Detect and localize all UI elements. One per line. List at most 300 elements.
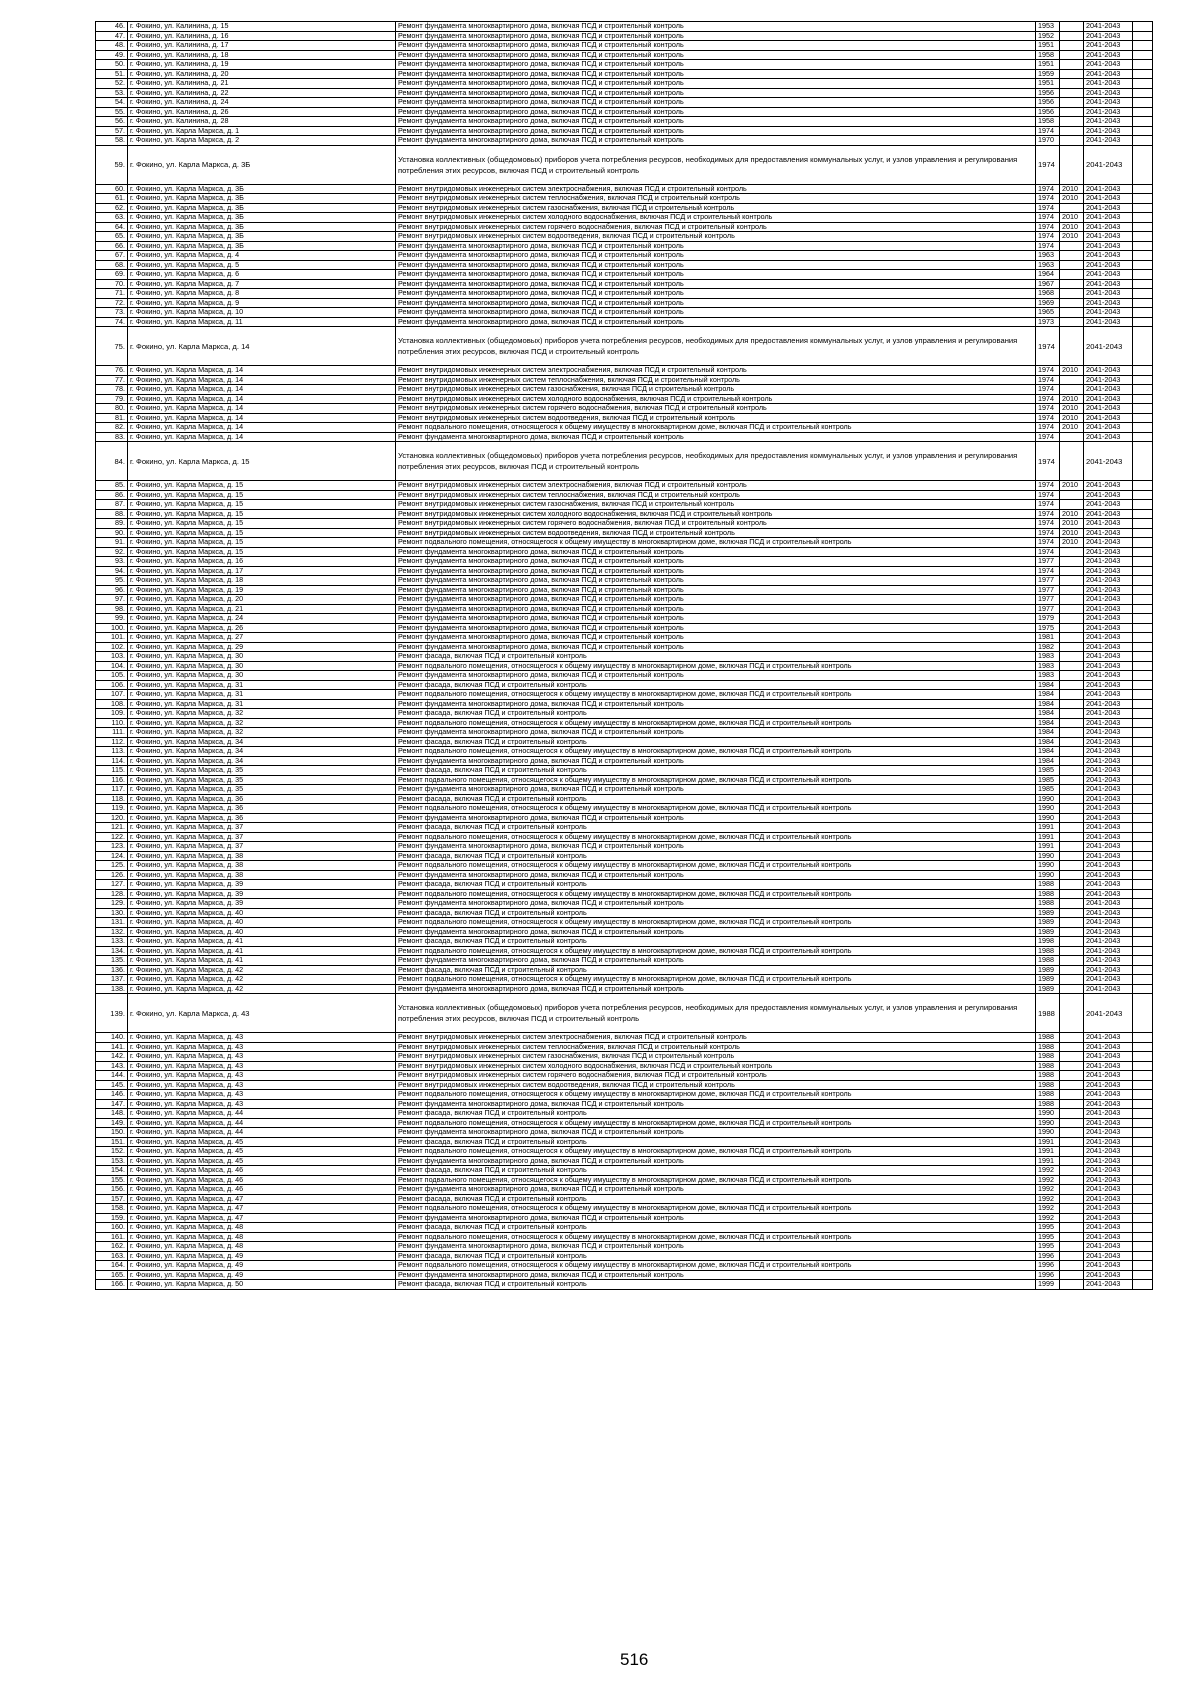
address-cell: г. Фокино, ул. Калинина, д. 16 [128,31,396,41]
row-number: 108. [96,699,128,709]
row-number: 52. [96,79,128,89]
row-number: 112. [96,737,128,747]
last-repair-year-cell [1060,889,1084,899]
address-cell: г. Фокино, ул. Карла Маркса, д. 40 [128,908,396,918]
last-repair-year-cell [1060,633,1084,643]
work-description-cell: Ремонт подвального помещения, относящегося к общему имуществу в многоквартирном доме, включая ПСД и строительный контроль [396,1261,1036,1271]
planned-period-cell: 2041-2043 [1084,1166,1133,1176]
row-number: 161. [96,1232,128,1242]
row-number: 49. [96,50,128,60]
work-description-cell: Ремонт фундамента многоквартирного дома, включая ПСД и строительный контроль [396,126,1036,136]
address-cell: г. Фокино, ул. Карла Маркса, д. 42 [128,975,396,985]
last-repair-year-cell [1060,946,1084,956]
planned-period-cell: 2041-2043 [1084,1147,1133,1157]
address-cell: г. Фокино, ул. Карла Маркса, д. 4 [128,251,396,261]
last-repair-year-cell [1060,595,1084,605]
table-row [96,880,1153,890]
planned-period-cell: 2041-2043 [1084,413,1133,423]
planned-period-cell: 2041-2043 [1084,728,1133,738]
build-year-cell: 1958 [1036,117,1060,127]
table-row [96,728,1153,738]
planned-period-cell: 2041-2043 [1084,1071,1133,1081]
address-cell: г. Фокино, ул. Карла Маркса, д. 40 [128,918,396,928]
build-year-cell: 1990 [1036,861,1060,871]
work-description-cell: Ремонт фундамента многоквартирного дома, включая ПСД и строительный контроль [396,642,1036,652]
table-row [96,975,1153,985]
table-row [96,22,1153,32]
work-description-cell: Установка коллективных (общедомовых) приборов учета потребления ресурсов, необходимых для предоставления коммунальных услуг, и узлов управления и регулирования потребления этих ресурсов, включая ПСД и строительный контроль [396,442,1036,481]
empty-cell [1133,194,1153,204]
planned-period-cell: 2041-2043 [1084,366,1133,376]
table-row [96,766,1153,776]
empty-cell [1133,375,1153,385]
planned-period-cell: 2041-2043 [1084,652,1133,662]
address-cell: г. Фокино, ул. Карла Маркса, д. 15 [128,528,396,538]
empty-cell [1133,937,1153,947]
row-number: 110. [96,718,128,728]
table-row [96,98,1153,108]
last-repair-year-cell [1060,107,1084,117]
table-row [96,927,1153,937]
empty-cell [1133,927,1153,937]
work-description-cell: Ремонт фундамента многоквартирного дома, включая ПСД и строительный контроль [396,1156,1036,1166]
last-repair-year-cell [1060,490,1084,500]
last-repair-year-cell [1060,1175,1084,1185]
table-row [96,1223,1153,1233]
table-row [96,547,1153,557]
work-description-cell: Ремонт фундамента многоквартирного дома, включая ПСД и строительный контроль [396,956,1036,966]
empty-cell [1133,366,1153,376]
address-cell: г. Фокино, ул. Калинина, д. 19 [128,60,396,70]
table-row [96,423,1153,433]
work-description-cell: Ремонт фундамента многоквартирного дома, включая ПСД и строительный контроль [396,604,1036,614]
last-repair-year-cell: 2010 [1060,413,1084,423]
address-cell: г. Фокино, ул. Карла Маркса, д. 36 [128,804,396,814]
address-cell: г. Фокино, ул. Калинина, д. 20 [128,69,396,79]
empty-cell [1133,69,1153,79]
row-number: 91. [96,538,128,548]
work-description-cell: Ремонт фасада, включая ПСД и строительный контроль [396,908,1036,918]
address-cell: г. Фокино, ул. Карла Маркса, д. 50 [128,1280,396,1290]
planned-period-cell: 2041-2043 [1084,880,1133,890]
planned-period-cell: 2041-2043 [1084,203,1133,213]
planned-period-cell: 2041-2043 [1084,107,1133,117]
table-row [96,308,1153,318]
last-repair-year-cell: 2010 [1060,394,1084,404]
table-row [96,432,1153,442]
table-row [96,1280,1153,1290]
table-row [96,366,1153,376]
build-year-cell: 1988 [1036,889,1060,899]
work-description-cell: Ремонт фундамента многоквартирного дома, включая ПСД и строительный контроль [396,566,1036,576]
work-description-cell: Ремонт внутридомовых инженерных систем водоотведения, включая ПСД и строительный контроль [396,413,1036,423]
empty-cell [1133,709,1153,719]
work-description-cell: Ремонт фасада, включая ПСД и строительный контроль [396,1251,1036,1261]
empty-cell [1133,413,1153,423]
last-repair-year-cell [1060,975,1084,985]
address-cell: г. Фокино, ул. Карла Маркса, д. 48 [128,1232,396,1242]
build-year-cell: 1981 [1036,633,1060,643]
empty-cell [1133,747,1153,757]
work-description-cell: Ремонт фасада, включая ПСД и строительный контроль [396,794,1036,804]
empty-cell [1133,946,1153,956]
planned-period-cell: 2041-2043 [1084,251,1133,261]
empty-cell [1133,88,1153,98]
work-description-cell: Ремонт фундамента многоквартирного дома, включая ПСД и строительный контроль [396,1128,1036,1138]
planned-period-cell: 2041-2043 [1084,1090,1133,1100]
last-repair-year-cell [1060,1147,1084,1157]
last-repair-year-cell: 2010 [1060,232,1084,242]
planned-period-cell: 2041-2043 [1084,946,1133,956]
build-year-cell: 1974 [1036,232,1060,242]
table-row [96,661,1153,671]
last-repair-year-cell [1060,813,1084,823]
empty-cell [1133,576,1153,586]
build-year-cell: 1984 [1036,718,1060,728]
planned-period-cell: 2041-2043 [1084,1251,1133,1261]
work-description-cell: Ремонт подвального помещения, относящегося к общему имуществу в многоквартирном доме, включая ПСД и строительный контроль [396,889,1036,899]
last-repair-year-cell [1060,1137,1084,1147]
work-description-cell: Ремонт фундамента многоквартирного дома, включая ПСД и строительный контроль [396,756,1036,766]
build-year-cell: 1974 [1036,500,1060,510]
table-row [96,404,1153,414]
table-row [96,213,1153,223]
address-cell: г. Фокино, ул. Калинина, д. 22 [128,88,396,98]
row-number: 50. [96,60,128,70]
address-cell: г. Фокино, ул. Карла Маркса, д. 16 [128,557,396,567]
address-cell: г. Фокино, ул. Карла Маркса, д. 38 [128,861,396,871]
planned-period-cell: 2041-2043 [1084,98,1133,108]
build-year-cell: 1952 [1036,31,1060,41]
work-description-cell: Ремонт подвального помещения, относящегося к общему имуществу в многоквартирном доме, включая ПСД и строительный контроль [396,804,1036,814]
last-repair-year-cell: 2010 [1060,509,1084,519]
row-number: 82. [96,423,128,433]
build-year-cell: 1992 [1036,1185,1060,1195]
table-row [96,298,1153,308]
work-description-cell: Ремонт фасада, включая ПСД и строительный контроль [396,937,1036,947]
planned-period-cell: 2041-2043 [1084,375,1133,385]
build-year-cell: 1974 [1036,528,1060,538]
work-description-cell: Ремонт подвального помещения, относящегося к общему имуществу в многоквартирном доме, включая ПСД и строительный контроль [396,1232,1036,1242]
build-year-cell: 1983 [1036,671,1060,681]
build-year-cell: 1958 [1036,50,1060,60]
empty-cell [1133,394,1153,404]
last-repair-year-cell [1060,680,1084,690]
planned-period-cell: 2041-2043 [1084,1156,1133,1166]
table-row [96,1080,1153,1090]
planned-period-cell: 2041-2043 [1084,566,1133,576]
address-cell: г. Фокино, ул. Карла Маркса, д. 37 [128,823,396,833]
planned-period-cell: 2041-2043 [1084,633,1133,643]
address-cell: г. Фокино, ул. Карла Маркса, д. 43 [128,1099,396,1109]
table-row [96,889,1153,899]
last-repair-year-cell [1060,241,1084,251]
row-number: 114. [96,756,128,766]
empty-cell [1133,718,1153,728]
build-year-cell: 1995 [1036,1223,1060,1233]
address-cell: г. Фокино, ул. Карла Маркса, д. 43 [128,1090,396,1100]
table-row [96,385,1153,395]
last-repair-year-cell [1060,1099,1084,1109]
table-row [96,1033,1153,1043]
row-number: 78. [96,385,128,395]
empty-cell [1133,1080,1153,1090]
row-number: 137. [96,975,128,985]
table-row [96,557,1153,567]
address-cell: г. Фокино, ул. Карла Маркса, д. 49 [128,1261,396,1271]
empty-cell [1133,317,1153,327]
build-year-cell: 1983 [1036,652,1060,662]
empty-cell [1133,899,1153,909]
planned-period-cell: 2041-2043 [1084,661,1133,671]
work-description-cell: Ремонт внутридомовых инженерных систем горячего водоснабжения, включая ПСД и строительный контроль [396,222,1036,232]
row-number: 141. [96,1042,128,1052]
empty-cell [1133,984,1153,994]
planned-period-cell: 2041-2043 [1084,975,1133,985]
work-description-cell: Ремонт внутридомовых инженерных систем теплоснабжения, включая ПСД и строительный контроль [396,375,1036,385]
address-cell: г. Фокино, ул. Карла Маркса, д. 48 [128,1242,396,1252]
build-year-cell: 1995 [1036,1232,1060,1242]
planned-period-cell: 2041-2043 [1084,394,1133,404]
build-year-cell: 1974 [1036,509,1060,519]
table-row [96,1118,1153,1128]
table-row [96,194,1153,204]
table-row [96,50,1153,60]
row-number: 73. [96,308,128,318]
table-row [96,908,1153,918]
row-number: 72. [96,298,128,308]
address-cell: г. Фокино, ул. Карла Маркса, д. 11 [128,317,396,327]
empty-cell [1133,1128,1153,1138]
empty-cell [1133,1033,1153,1043]
row-number: 164. [96,1261,128,1271]
planned-period-cell: 2041-2043 [1084,1118,1133,1128]
row-number: 70. [96,279,128,289]
row-number: 145. [96,1080,128,1090]
address-cell: г. Фокино, ул. Карла Маркса, д. 43 [128,1033,396,1043]
table-row [96,671,1153,681]
work-description-cell: Установка коллективных (общедомовых) приборов учета потребления ресурсов, необходимых для предоставления коммунальных услуг, и узлов управления и регулирования потребления этих ресурсов, включая ПСД и строительный контроль [396,994,1036,1033]
row-number: 81. [96,413,128,423]
build-year-cell: 1974 [1036,327,1060,366]
row-number: 63. [96,213,128,223]
table-row [96,375,1153,385]
last-repair-year-cell [1060,1061,1084,1071]
work-description-cell: Ремонт внутридомовых инженерных систем газоснабжения, включая ПСД и строительный контроль [396,500,1036,510]
address-cell: г. Фокино, ул. Карла Маркса, д. 39 [128,899,396,909]
last-repair-year-cell: 2010 [1060,222,1084,232]
address-cell: г. Фокино, ул. Карла Маркса, д. 35 [128,766,396,776]
empty-cell [1133,442,1153,481]
last-repair-year-cell [1060,1204,1084,1214]
table-row [96,652,1153,662]
address-cell: г. Фокино, ул. Карла Маркса, д. 3Б [128,213,396,223]
address-cell: г. Фокино, ул. Карла Маркса, д. 14 [128,375,396,385]
address-cell: г. Фокино, ул. Карла Маркса, д. 30 [128,671,396,681]
table-row [96,842,1153,852]
planned-period-cell: 2041-2043 [1084,432,1133,442]
address-cell: г. Фокино, ул. Карла Маркса, д. 10 [128,308,396,318]
address-cell: г. Фокино, ул. Карла Маркса, д. 41 [128,956,396,966]
planned-period-cell: 2041-2043 [1084,260,1133,270]
row-number: 154. [96,1166,128,1176]
work-description-cell: Ремонт фундамента многоквартирного дома, включая ПСД и строительный контроль [396,432,1036,442]
build-year-cell: 1959 [1036,69,1060,79]
row-number: 98. [96,604,128,614]
build-year-cell: 1984 [1036,756,1060,766]
table-row [96,1128,1153,1138]
work-description-cell: Ремонт внутридомовых инженерных систем теплоснабжения, включая ПСД и строительный контроль [396,1042,1036,1052]
last-repair-year-cell [1060,566,1084,576]
empty-cell [1133,528,1153,538]
work-description-cell: Ремонт фундамента многоквартирного дома, включая ПСД и строительный контроль [396,699,1036,709]
empty-cell [1133,671,1153,681]
last-repair-year-cell [1060,880,1084,890]
last-repair-year-cell [1060,98,1084,108]
last-repair-year-cell [1060,956,1084,966]
work-description-cell: Ремонт фундамента многоквартирного дома, включая ПСД и строительный контроль [396,308,1036,318]
empty-cell [1133,308,1153,318]
address-cell: г. Фокино, ул. Карла Маркса, д. 3Б [128,145,396,184]
empty-cell [1133,785,1153,795]
build-year-cell: 1990 [1036,870,1060,880]
empty-cell [1133,241,1153,251]
row-number: 117. [96,785,128,795]
work-description-cell: Ремонт фундамента многоквартирного дома, включая ПСД и строительный контроль [396,870,1036,880]
address-cell: г. Фокино, ул. Калинина, д. 28 [128,117,396,127]
address-cell: г. Фокино, ул. Карла Маркса, д. 17 [128,566,396,576]
build-year-cell: 1974 [1036,203,1060,213]
work-description-cell: Ремонт подвального помещения, относящегося к общему имуществу в многоквартирном доме, включая ПСД и строительный контроль [396,775,1036,785]
last-repair-year-cell [1060,1128,1084,1138]
empty-cell [1133,107,1153,117]
build-year-cell: 1995 [1036,1242,1060,1252]
address-cell: г. Фокино, ул. Карла Маркса, д. 45 [128,1156,396,1166]
work-description-cell: Ремонт фундамента многоквартирного дома, включая ПСД и строительный контроль [396,984,1036,994]
build-year-cell: 1990 [1036,851,1060,861]
build-year-cell: 1988 [1036,1061,1060,1071]
build-year-cell: 1988 [1036,994,1060,1033]
address-cell: г. Фокино, ул. Карла Маркса, д. 14 [128,432,396,442]
last-repair-year-cell [1060,50,1084,60]
last-repair-year-cell [1060,576,1084,586]
build-year-cell: 1989 [1036,927,1060,937]
work-description-cell: Ремонт внутридомовых инженерных систем электроснабжения, включая ПСД и строительный контроль [396,366,1036,376]
empty-cell [1133,298,1153,308]
work-description-cell: Ремонт фасада, включая ПСД и строительный контроль [396,709,1036,719]
build-year-cell: 1975 [1036,623,1060,633]
build-year-cell: 1977 [1036,557,1060,567]
build-year-cell: 1967 [1036,279,1060,289]
empty-cell [1133,823,1153,833]
row-number: 53. [96,88,128,98]
last-repair-year-cell [1060,88,1084,98]
planned-period-cell: 2041-2043 [1084,994,1133,1033]
last-repair-year-cell [1060,22,1084,32]
row-number: 151. [96,1137,128,1147]
row-number: 47. [96,31,128,41]
empty-cell [1133,585,1153,595]
row-number: 140. [96,1033,128,1043]
build-year-cell: 1979 [1036,614,1060,624]
empty-cell [1133,956,1153,966]
empty-cell [1133,1166,1153,1176]
empty-cell [1133,79,1153,89]
last-repair-year-cell [1060,1052,1084,1062]
address-cell: г. Фокино, ул. Карла Маркса, д. 14 [128,394,396,404]
build-year-cell: 1984 [1036,709,1060,719]
row-number: 149. [96,1118,128,1128]
last-repair-year-cell [1060,1090,1084,1100]
work-description-cell: Ремонт подвального помещения, относящегося к общему имуществу в многоквартирном доме, включая ПСД и строительный контроль [396,661,1036,671]
empty-cell [1133,623,1153,633]
planned-period-cell: 2041-2043 [1084,1204,1133,1214]
table-row [96,823,1153,833]
planned-period-cell: 2041-2043 [1084,145,1133,184]
build-year-cell: 1985 [1036,775,1060,785]
address-cell: г. Фокино, ул. Карла Маркса, д. 47 [128,1213,396,1223]
table-row [96,680,1153,690]
empty-cell [1133,918,1153,928]
table-row [96,1251,1153,1261]
work-description-cell: Ремонт внутридомовых инженерных систем электроснабжения, включая ПСД и строительный контроль [396,184,1036,194]
address-cell: г. Фокино, ул. Карла Маркса, д. 15 [128,500,396,510]
row-number: 146. [96,1090,128,1100]
work-description-cell: Ремонт фасада, включая ПСД и строительный контроль [396,1280,1036,1290]
row-number: 132. [96,927,128,937]
last-repair-year-cell: 2010 [1060,423,1084,433]
last-repair-year-cell: 2010 [1060,366,1084,376]
table-row [96,126,1153,136]
address-cell: г. Фокино, ул. Карла Маркса, д. 15 [128,547,396,557]
planned-period-cell: 2041-2043 [1084,1232,1133,1242]
build-year-cell: 1991 [1036,1156,1060,1166]
work-description-cell: Ремонт внутридомовых инженерных систем холодного водоснабжения, включая ПСД и строительный контроль [396,394,1036,404]
row-number: 84. [96,442,128,481]
last-repair-year-cell [1060,842,1084,852]
planned-period-cell: 2041-2043 [1084,756,1133,766]
build-year-cell: 1977 [1036,576,1060,586]
empty-cell [1133,832,1153,842]
work-description-cell: Ремонт фасада, включая ПСД и строительный контроль [396,766,1036,776]
address-cell: г. Фокино, ул. Карла Маркса, д. 9 [128,298,396,308]
empty-cell [1133,1042,1153,1052]
address-cell: г. Фокино, ул. Карла Маркса, д. 26 [128,623,396,633]
last-repair-year-cell [1060,317,1084,327]
empty-cell [1133,385,1153,395]
planned-period-cell: 2041-2043 [1084,423,1133,433]
build-year-cell: 1988 [1036,880,1060,890]
last-repair-year-cell [1060,1033,1084,1043]
work-description-cell: Ремонт внутридомовых инженерных систем газоснабжения, включая ПСД и строительный контроль [396,203,1036,213]
build-year-cell: 1988 [1036,899,1060,909]
build-year-cell: 1974 [1036,126,1060,136]
build-year-cell: 1974 [1036,547,1060,557]
row-number: 109. [96,709,128,719]
work-description-cell: Ремонт фундамента многоквартирного дома, включая ПСД и строительный контроль [396,260,1036,270]
planned-period-cell: 2041-2043 [1084,709,1133,719]
build-year-cell: 1963 [1036,260,1060,270]
table-row [96,965,1153,975]
table-row [96,633,1153,643]
planned-period-cell: 2041-2043 [1084,623,1133,633]
planned-period-cell: 2041-2043 [1084,500,1133,510]
row-number: 126. [96,870,128,880]
table-row [96,241,1153,251]
table-row [96,413,1153,423]
address-cell: г. Фокино, ул. Карла Маркса, д. 47 [128,1194,396,1204]
address-cell: г. Фокино, ул. Карла Маркса, д. 31 [128,680,396,690]
